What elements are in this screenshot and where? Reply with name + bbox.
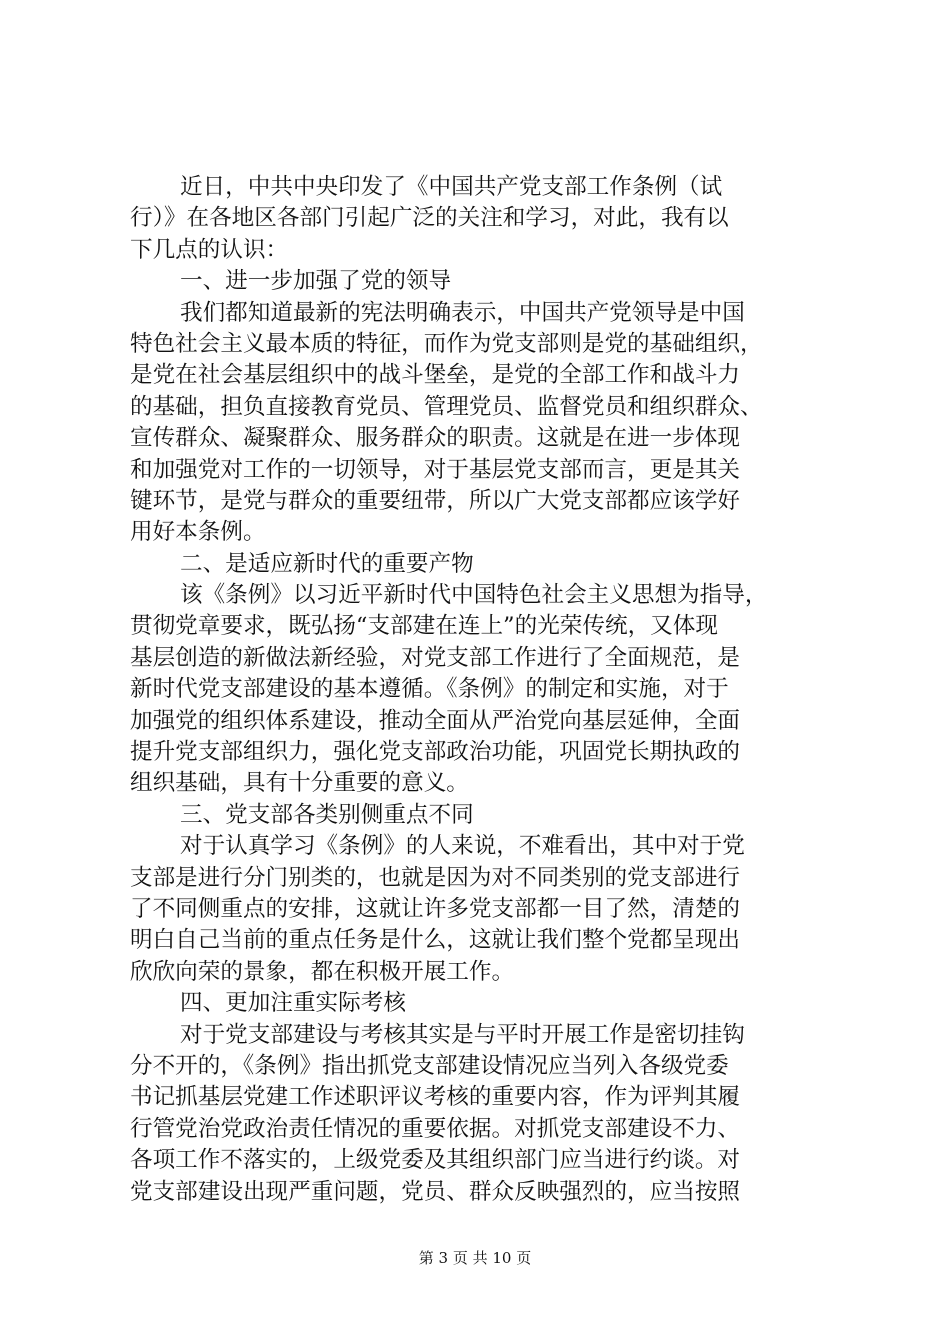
text-line: 书记抓基层党建工作述职评议考核的重要内容，作为评判其履 xyxy=(130,1084,741,1111)
text-line: 各项工作不落实的，上级党委及其组织部门应当进行约谈。对 xyxy=(130,1147,741,1174)
document-body xyxy=(130,172,830,1208)
text-line: 特色社会主义最本质的特征，而作为党支部则是党的基础组织， xyxy=(130,330,763,357)
text-line: 一、进一步加强了党的领导 xyxy=(180,268,452,295)
text-line: 行）》在各地区各部门引起广泛的关注和学习，对此，我有以 xyxy=(130,205,729,232)
text-line: 二、是适应新时代的重要产物 xyxy=(180,550,474,577)
text-line: 是党在社会基层组织中的战斗堡垒，是党的全部工作和战斗力 xyxy=(130,362,741,389)
text-line: 加强党的组织体系建设，推动全面从严治党向基层延伸，全面 xyxy=(130,707,741,734)
text-line: 提升党支部组织力，强化党支部政治功能，巩固党长期执政的 xyxy=(130,739,741,766)
text-line: 了不同侧重点的安排，这就让许多党支部都一目了然，清楚的 xyxy=(130,895,741,922)
text-line: 用好本条例。 xyxy=(130,519,266,546)
text-line: 组织基础，具有十分重要的意义。 xyxy=(130,770,469,797)
text-line: 宣传群众、凝聚群众、服务群众的职责。这就是在进一步体现 xyxy=(130,425,741,452)
text-line: 下几点的认识： xyxy=(130,236,289,263)
text-line: 基层创造的新做法新经验，对党支部工作进行了全面规范，是 xyxy=(130,644,741,671)
text-line: 三、党支部各类别侧重点不同 xyxy=(180,801,474,828)
text-line: 和加强党对工作的一切领导，对于基层党支部而言，更是其关 xyxy=(130,456,741,483)
text-line: 键环节，是党与群众的重要纽带，所以广大党支部都应该学好 xyxy=(130,487,741,514)
text-line: 四、更加注重实际考核 xyxy=(180,990,406,1017)
text-line: 分不开的，《条例》指出抓党支部建设情况应当列入各级党委 xyxy=(130,1052,729,1079)
text-line: 党支部建设出现严重问题，党员、群众反映强烈的，应当按照 xyxy=(130,1178,741,1205)
text-line: 该《条例》以习近平新时代中国特色社会主义思想为指导， xyxy=(180,582,768,609)
text-line: 行管党治党政治责任情况的重要依据。对抓党支部建设不力、 xyxy=(130,1115,741,1142)
text-line: 近日，中共中央印发了《中国共产党支部工作条例（试 xyxy=(180,174,723,200)
text-line: 贯彻党章要求，既弘扬“支部建在连上”的光荣传统，又体现 xyxy=(130,613,718,640)
text-line: 明白自己当前的重点任务是什么，这就让我们整个党都呈现出 xyxy=(130,927,741,954)
text-line: 支部是进行分门别类的，也就是因为对不同类别的党支部进行 xyxy=(130,864,741,891)
text-line: 对于党支部建设与考核其实是与平时开展工作是密切挂钩 xyxy=(180,1021,745,1048)
text-line: 欣欣向荣的景象，都在积极开展工作。 xyxy=(130,958,515,985)
page-footer: 第 3 页 共 10 页 xyxy=(418,1249,532,1267)
text-line: 对于认真学习《条例》的人来说，不难看出，其中对于党 xyxy=(180,833,745,860)
text-line: 我们都知道最新的宪法明确表示，中国共产党领导是中国 xyxy=(180,299,745,326)
text-line: 的基础，担负直接教育党员、管理党员、监督党员和组织群众、 xyxy=(130,393,763,420)
text-line: 新时代党支部建设的基本遵循。《条例》的制定和实施，对于 xyxy=(130,676,729,703)
